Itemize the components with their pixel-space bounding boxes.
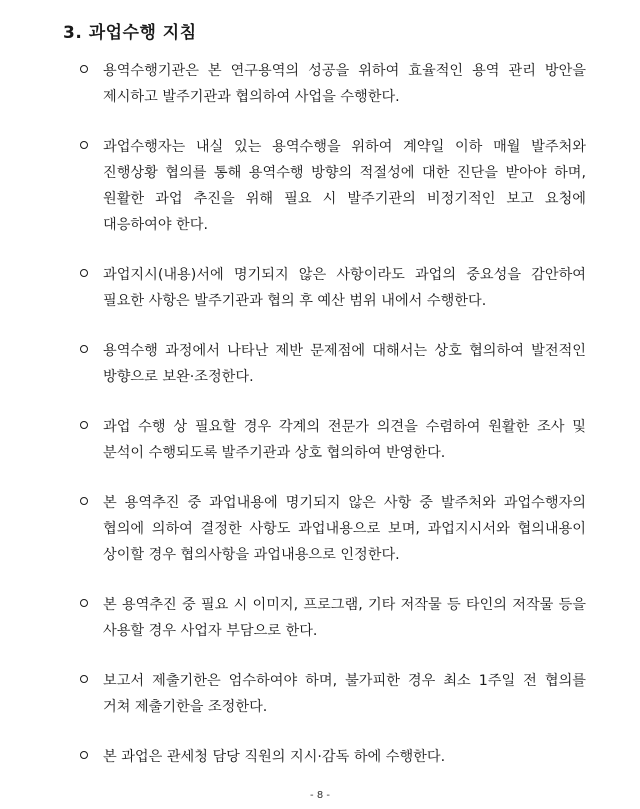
circle-bullet-icon xyxy=(80,141,88,149)
list-item-text: 본 과업은 관세청 담당 직원의 지시·감독 하에 수행한다. xyxy=(103,749,446,765)
circle-bullet-icon xyxy=(80,421,88,429)
list-item xyxy=(0,262,640,314)
circle-bullet-icon xyxy=(80,675,88,683)
list-item-text: 과업지시(내용)서에 명기되지 않은 사항이라도 과업의 중요성을 감안하여 필요한 사항은 발주기관과 협의 후 예산 범위 내에서 수행한다. xyxy=(103,267,586,309)
circle-bullet-icon xyxy=(80,65,88,73)
list-item-text: 본 용역추진 중 과업내용에 명기되지 않은 사항 중 발주처와 과업수행자의 협의에 의하여 결정한 사항도 과업내용으로 보며, 과업지시서와 협의내용이 상이할 경우 협의사항을 과업내용으로 인정한다. xyxy=(103,495,586,563)
circle-bullet-icon xyxy=(80,599,88,607)
list-item xyxy=(0,414,640,466)
list-item-text: 과업수행자는 내실 있는 용역수행을 위하여 계약일 이하 매월 발주처와 진행상황 협의를 통해 용역수행 방향의 적절성에 대한 진단을 받아야 하며, 원활한 과업 추진을 위해 필요 시 발주기관의 비정기적인 보고 요청에 대응하여야 한다. xyxy=(103,139,586,233)
list-item-text: 본 용역추진 중 필요 시 이미지, 프로그램, 기타 저작물 등 타인의 저작물 등을 사용할 경우 사업자 부담으로 한다. xyxy=(103,597,586,639)
list-item xyxy=(0,58,640,110)
list-item xyxy=(0,744,640,770)
guideline-list xyxy=(0,58,640,794)
list-item-text: 보고서 제출기한은 엄수하여야 하며, 불가피한 경우 최소 1주일 전 협의를 거쳐 제출기한을 조정한다. xyxy=(103,673,586,715)
circle-bullet-icon xyxy=(80,345,88,353)
list-item xyxy=(0,592,640,644)
list-item-text: 과업 수행 상 필요할 경우 각계의 전문가 의견을 수렴하여 원활한 조사 및 분석이 수행되도록 발주기관과 상호 협의하여 반영한다. xyxy=(103,419,586,461)
list-item-text: 용역수행 과정에서 나타난 제반 문제점에 대해서는 상호 협의하여 발전적인 방향으로 보완·조정한다. xyxy=(103,343,586,385)
list-item xyxy=(0,338,640,390)
list-item-text: 용역수행기관은 본 연구용역의 성공을 위하여 효율적인 용역 관리 방안을 제시하고 발주기관과 협의하여 사업을 수행한다. xyxy=(103,63,586,105)
section-title: 3. 과업수행 지침 xyxy=(63,23,197,43)
circle-bullet-icon xyxy=(80,751,88,759)
list-item xyxy=(0,490,640,568)
page-number: - 8 - xyxy=(310,790,330,801)
list-item xyxy=(0,668,640,720)
circle-bullet-icon xyxy=(80,269,88,277)
circle-bullet-icon xyxy=(80,497,88,505)
list-item xyxy=(0,134,640,238)
